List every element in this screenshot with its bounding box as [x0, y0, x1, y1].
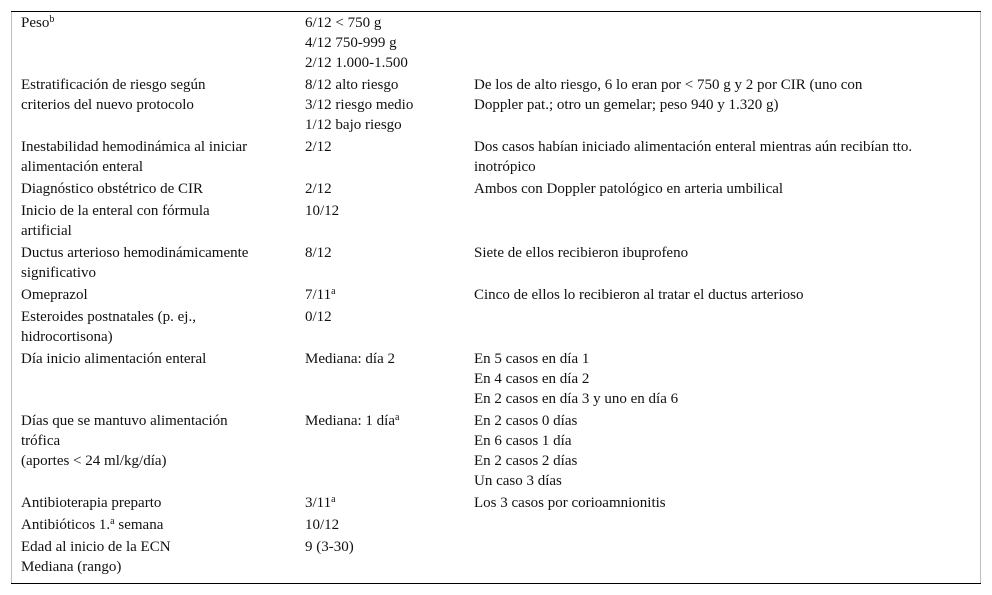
footnote-marker: a — [394, 412, 400, 423]
footnote-marker: b — [49, 14, 55, 25]
row-value-text: 2/12 — [305, 181, 332, 197]
row-label-text: Edad al inicio de la ECN — [21, 539, 171, 555]
row-label-text: hidrocortisona) — [21, 329, 113, 345]
row-value-text: 9 (3-30) — [305, 539, 354, 555]
row-label-text: Inestabilidad hemodinámica al iniciar — [21, 139, 248, 155]
row-comment-line: En 2 casos 0 días — [474, 413, 578, 429]
row-value-text: Mediana: día 2 — [305, 351, 395, 367]
row-label-text: artificial — [21, 223, 72, 239]
row-label-cell — [12, 179, 296, 201]
row-value-cell — [296, 12, 465, 75]
row-value-text: 3/11 — [305, 495, 332, 511]
row-value-text: 6/12 < 750 g — [305, 15, 382, 31]
footnote-marker: a — [331, 286, 336, 297]
row-comment-cell — [465, 537, 980, 579]
footnote-marker: a — [110, 516, 115, 527]
table-row — [12, 515, 980, 537]
table-row — [12, 201, 980, 243]
row-comment-cell — [465, 75, 980, 137]
row-comment-line: Dos casos habían iniciado alimentación enteral mientras aún recibían tto. — [474, 139, 913, 155]
row-label-line — [21, 349, 296, 369]
row-comment-line: inotrópico — [474, 159, 536, 175]
table-row — [12, 179, 980, 201]
row-value-line — [305, 349, 465, 369]
row-comment-cell — [465, 515, 980, 537]
row-value-cell — [296, 75, 465, 137]
row-comment-cell — [465, 201, 980, 243]
row-label-line — [21, 431, 296, 451]
row-value-line — [305, 13, 465, 33]
row-label-line — [21, 515, 296, 535]
row-value-text: 7/11 — [305, 287, 332, 303]
table-row — [12, 75, 980, 137]
row-comment-line: Un caso 3 días — [474, 473, 562, 489]
row-label-line — [21, 263, 296, 283]
row-value-cell — [296, 201, 465, 243]
row-label-line — [21, 285, 296, 305]
row-label-cell — [12, 243, 296, 285]
row-label-text: Diagnóstico obstétrico de CIR — [21, 181, 204, 197]
row-label-line — [21, 95, 296, 115]
row-comment-cell — [465, 285, 980, 307]
row-label-cell — [12, 349, 296, 411]
row-value-line — [305, 115, 465, 135]
row-value-line — [305, 53, 465, 73]
row-value-text: 8/12 alto riesgo — [305, 77, 399, 93]
table-row — [12, 537, 980, 579]
row-value-cell — [296, 493, 465, 515]
row-comment-cell — [465, 307, 980, 349]
row-value-cell — [296, 243, 465, 285]
row-value-cell — [296, 137, 465, 179]
row-label-cell — [12, 12, 296, 75]
row-label-text: Días que se mantuvo alimentación — [21, 413, 228, 429]
row-value-line — [305, 307, 465, 327]
row-value-line — [305, 493, 465, 513]
row-label-text: alimentación enteral — [21, 159, 144, 175]
row-comment-line: En 4 casos en día 2 — [474, 371, 590, 387]
row-value-line — [305, 243, 465, 263]
row-comment-cell — [465, 12, 980, 75]
row-value-line — [305, 515, 465, 535]
row-value-line — [305, 411, 465, 431]
row-comment-cell — [465, 493, 980, 515]
row-label-line — [21, 327, 296, 347]
row-label-text: Ductus arterioso hemodinámicamente — [21, 245, 249, 261]
row-label-line — [21, 557, 296, 577]
row-comment-line: Siete de ellos recibieron ibuprofeno — [474, 245, 689, 261]
row-comment-line: En 2 casos en día 3 y uno en día 6 — [474, 391, 679, 407]
row-label-line — [21, 411, 296, 431]
row-comment-cell — [465, 243, 980, 285]
row-label-cell — [12, 285, 296, 307]
row-comment-line: Ambos con Doppler patológico en arteria umbilical — [474, 181, 784, 197]
row-label-line — [21, 201, 296, 221]
results-table — [12, 12, 980, 579]
row-value-line — [305, 33, 465, 53]
row-label-text: criterios del nuevo protocolo — [21, 97, 194, 113]
row-label-cell — [12, 307, 296, 349]
row-value-text: 10/12 — [305, 203, 340, 219]
row-label-cell — [12, 137, 296, 179]
row-label-text: Omeprazol — [21, 287, 88, 303]
row-value-line — [305, 137, 465, 157]
row-label-text: Esteroides postnatales (p. ej., — [21, 309, 196, 325]
row-value-cell — [296, 285, 465, 307]
row-value-cell — [296, 307, 465, 349]
row-comment-line: Cinco de ellos lo recibieron al tratar el ductus arterioso — [474, 287, 804, 303]
row-label-line — [21, 221, 296, 241]
row-comment-line: En 5 casos en día 1 — [474, 351, 590, 367]
row-label-cell — [12, 515, 296, 537]
row-value-text: 8/12 — [305, 245, 332, 261]
table-row — [12, 137, 980, 179]
table-row — [12, 307, 980, 349]
row-value-text: 1/12 bajo riesgo — [305, 117, 402, 133]
row-value-cell — [296, 179, 465, 201]
table-row — [12, 12, 980, 75]
row-label-cell — [12, 411, 296, 493]
row-value-text: 10/12 — [305, 517, 340, 533]
row-comment-cell — [465, 137, 980, 179]
row-value-line — [305, 95, 465, 115]
row-comment-cell — [465, 411, 980, 493]
row-label-line — [21, 75, 296, 95]
row-label-cell — [12, 75, 296, 137]
table-bottom-rule — [11, 583, 981, 584]
table-row — [12, 493, 980, 515]
table-row — [12, 349, 980, 411]
row-label-text: semana — [114, 517, 164, 533]
row-label-cell — [12, 493, 296, 515]
row-comment-line: En 2 casos 2 días — [474, 453, 578, 469]
row-label-text: significativo — [21, 265, 96, 281]
row-label-text: (aportes < 24 ml/kg/día) — [21, 453, 167, 469]
row-label-line — [21, 137, 296, 157]
row-comment-line: Doppler pat.; otro un gemelar; peso 940 y 1.320 g) — [474, 97, 779, 113]
row-value-line — [305, 201, 465, 221]
row-label-line — [21, 157, 296, 177]
row-label-text: Día inicio alimentación enteral — [21, 351, 207, 367]
row-label-text: Antibióticos 1. — [21, 517, 111, 533]
table-row — [12, 411, 980, 493]
row-label-line — [21, 243, 296, 263]
row-value-text: 2/12 1.000-1.500 — [305, 55, 408, 71]
row-comment-cell — [465, 349, 980, 411]
row-value-line — [305, 179, 465, 199]
row-label-text: Estratificación de riesgo según — [21, 77, 206, 93]
row-label-text: Mediana (rango) — [21, 559, 122, 575]
row-label-line — [21, 307, 296, 327]
row-label-cell — [12, 537, 296, 579]
row-comment-line: Los 3 casos por corioamnionitis — [474, 495, 666, 511]
row-label-line — [21, 537, 296, 557]
footnote-marker: a — [331, 494, 336, 505]
row-label-line — [21, 13, 296, 33]
row-comment-line: En 6 casos 1 día — [474, 433, 572, 449]
row-label-text: Inicio de la enteral con fórmula — [21, 203, 210, 219]
table-row — [12, 243, 980, 285]
row-value-text: Mediana: 1 día — [305, 413, 395, 429]
table-body — [12, 12, 980, 579]
row-value-cell — [296, 537, 465, 579]
row-label-text: Antibioterapia preparto — [21, 495, 162, 511]
row-value-line — [305, 285, 465, 305]
row-value-cell — [296, 515, 465, 537]
row-value-cell — [296, 411, 465, 493]
row-value-cell — [296, 349, 465, 411]
row-value-text: 3/12 riesgo medio — [305, 97, 414, 113]
row-label-cell — [12, 201, 296, 243]
row-comment-cell — [465, 179, 980, 201]
row-comment-line: De los de alto riesgo, 6 lo eran por < 750 g y 2 por CIR (uno con — [474, 77, 863, 93]
row-value-text: 2/12 — [305, 139, 332, 155]
row-label-line — [21, 493, 296, 513]
row-value-text: 4/12 750-999 g — [305, 35, 397, 51]
row-value-text: 0/12 — [305, 309, 332, 325]
row-label-line — [21, 179, 296, 199]
row-label-text: trófica — [21, 433, 61, 449]
table-row — [12, 285, 980, 307]
row-value-line — [305, 537, 465, 557]
row-value-line — [305, 75, 465, 95]
row-label-text: Peso — [21, 15, 50, 31]
row-label-line — [21, 451, 296, 471]
